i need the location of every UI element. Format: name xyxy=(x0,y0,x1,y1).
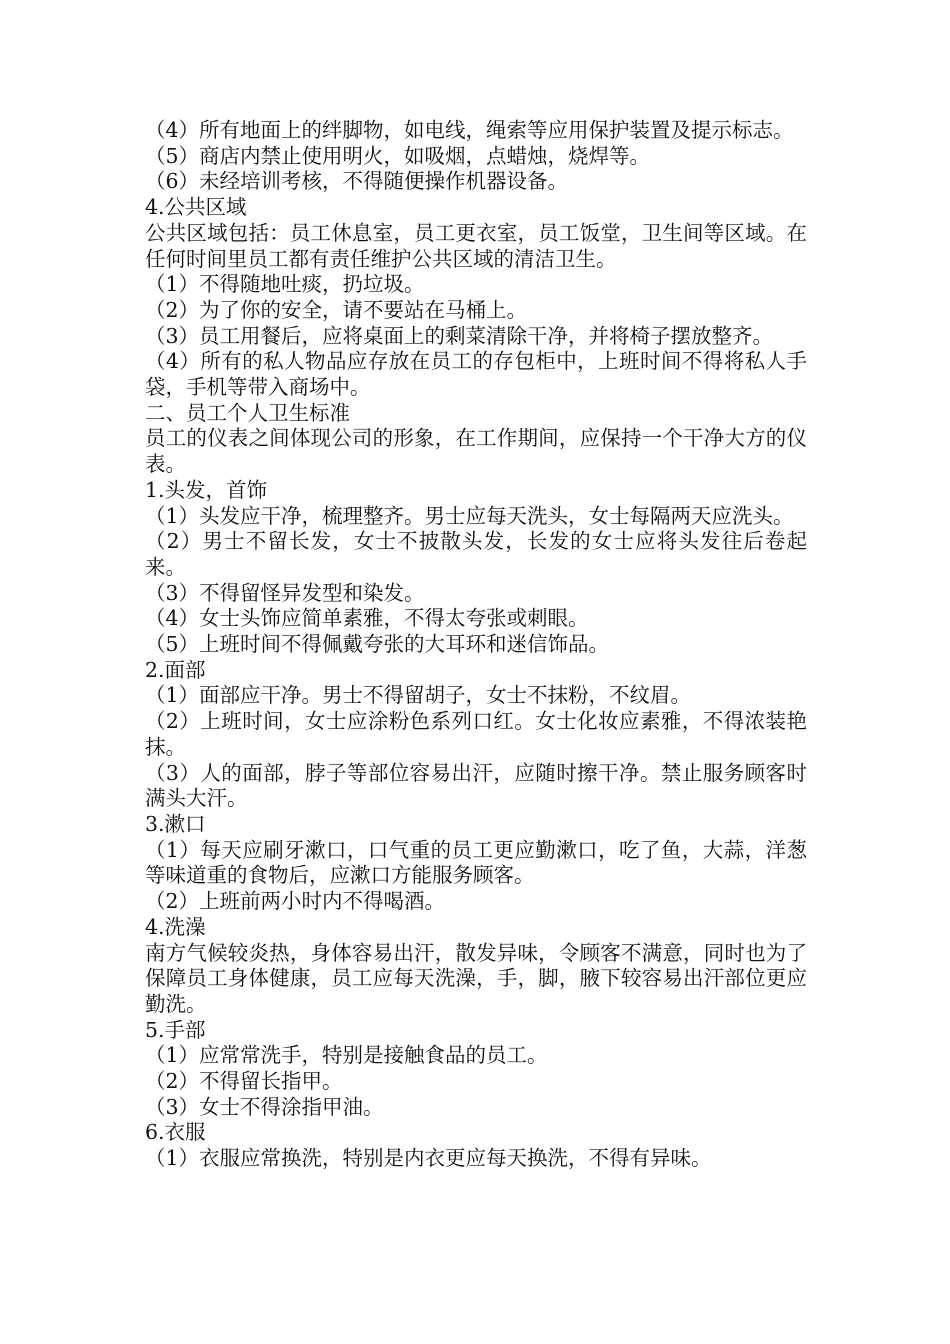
section-heading: 2.面部 xyxy=(145,657,206,682)
section-heading: 1.头发，首饰 xyxy=(145,477,268,502)
text-line: （1）每天应刷牙漱口，口气重的员工更应勤漱口，吃了鱼，大蒜，洋葱等味道重的食物后，应漱口方能服务顾客。 xyxy=(145,837,807,888)
text-line: （3）不得留怪异发型和染发。 xyxy=(145,580,425,605)
section-heading: 6.衣服 xyxy=(145,1120,206,1145)
section-heading: 4.公共区域 xyxy=(145,195,247,220)
text-line: （5）上班时间不得佩戴夸张的大耳环和迷信饰品。 xyxy=(145,632,610,657)
section-heading: 3.漱口 xyxy=(145,811,206,836)
text-line: （3）员工用餐后，应将桌面上的剩菜清除干净，并将椅子摆放整齐。 xyxy=(145,323,774,348)
section-heading: 4.洗澡 xyxy=(145,914,206,939)
text-line: 公共区域包括：员工休息室，员工更衣室，员工饭堂，卫生间等区域。在任何时间里员工都有责任维护公共区域的清洁卫生。 xyxy=(145,220,807,271)
text-line: （1）面部应干净。男士不得留胡子，女士不抹粉，不纹眉。 xyxy=(145,683,692,708)
text-line: （2）男士不留长发，女士不披散头发，长发的女士应将头发往后卷起来。 xyxy=(145,529,807,579)
text-line: （2）为了你的安全，请不要站在马桶上。 xyxy=(145,297,528,322)
text-line: （4）女士头饰应简单素雅，不得太夸张或刺眼。 xyxy=(145,606,589,631)
text-line: （1）衣服应常换洗，特别是内衣更应每天换洗，不得有异味。 xyxy=(145,1146,712,1171)
text-line: （2）上班前两小时内不得喝酒。 xyxy=(145,889,446,914)
text-line: （1）头发应干净，梳理整齐。男士应每天洗头，女士每隔两天应洗头。 xyxy=(145,503,794,528)
section-heading: 5.手部 xyxy=(145,1017,206,1042)
text-line: （5）商店内禁止使用明火，如吸烟，点蜡烛，烧焊等。 xyxy=(145,143,651,168)
text-line: （1）不得随地吐痰，扔垃圾。 xyxy=(145,272,425,297)
text-line: （4）所有的私人物品应存放在员工的存包柜中，上班时间不得将私人手袋，手机等带入商场中。 xyxy=(145,349,807,400)
text-line: （3）女士不得涂指甲油。 xyxy=(145,1094,384,1119)
text-line: （1）应常常洗手，特别是接触食品的员工。 xyxy=(145,1043,548,1068)
text-line: 南方气候较炎热，身体容易出汗，散发异味，令顾客不满意，同时也为了保障员工身体健康，员工应每天洗澡，手，脚，腋下较容易出汗部位更应勤洗。 xyxy=(145,940,807,1016)
text-line: （3）人的面部，脖子等部位容易出汗，应随时擦干净。禁止服务顾客时满头大汗。 xyxy=(145,760,807,811)
text-line: （6）未经培训考核，不得随便操作机器设备。 xyxy=(145,169,569,194)
text-line: 员工的仪表之间体现公司的形象，在工作期间，应保持一个干净大方的仪表。 xyxy=(145,426,807,477)
chapter-heading: 二、员工个人卫生标准 xyxy=(145,400,350,425)
document-body xyxy=(145,118,807,1172)
text-line: （2）上班时间，女士应涂粉色系列口红。女士化妆应素雅，不得浓装艳抹。 xyxy=(145,709,807,759)
text-line: （2）不得留长指甲。 xyxy=(145,1069,343,1094)
text-line: （4）所有地面上的绊脚物，如电线，绳索等应用保护装置及提示标志。 xyxy=(145,118,794,142)
